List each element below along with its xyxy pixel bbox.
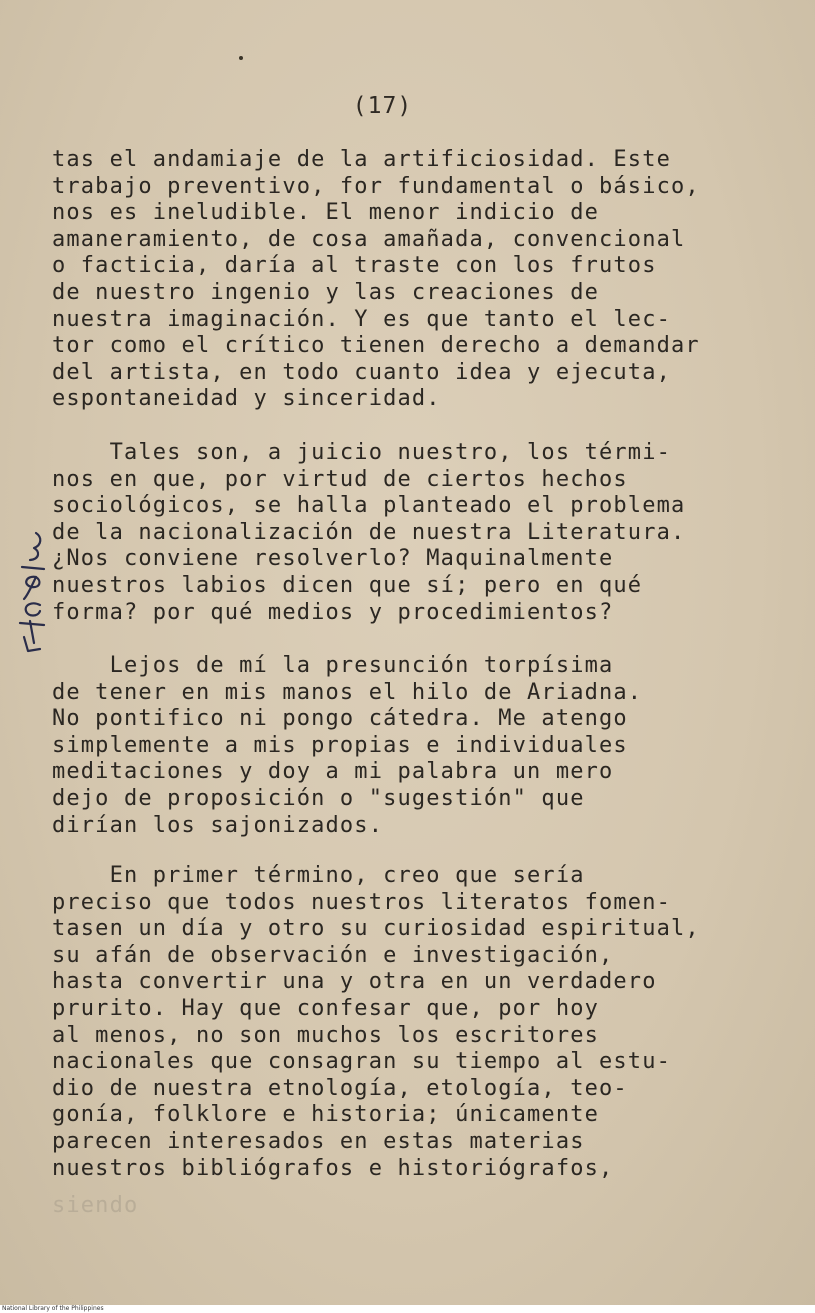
text-line: No pontifico ni pongo cátedra. Me atengo bbox=[52, 706, 628, 732]
text-line: prurito. Hay que confesar que, por hoy bbox=[52, 995, 600, 1021]
text-line: del artista, en todo cuanto idea y ejecuta, bbox=[52, 359, 671, 385]
marginalia-stroke bbox=[24, 577, 39, 599]
footer-strip bbox=[0, 1305, 815, 1313]
text-line: meditaciones y doy a mi palabra un mero bbox=[52, 759, 614, 785]
text-line: trabajo preventivo, for fundamental o básico, bbox=[52, 173, 700, 199]
text-line: Tales son, a juicio nuestro, los térmi- bbox=[52, 440, 671, 465]
text-line: parecen interesados en estas materias bbox=[52, 1128, 585, 1154]
text-line: nos en que, por virtud de ciertos hechos bbox=[52, 466, 628, 492]
text-line: dio de nuestra etnología, etología, teo- bbox=[52, 1075, 628, 1101]
text-line: de tener en mis manos el hilo de Ariadna. bbox=[52, 679, 643, 705]
text-line: nacionales que consagran su tiempo al estu- bbox=[52, 1049, 671, 1075]
marginalia-stroke bbox=[22, 567, 44, 569]
text-line: hasta convertir una y otra en un verdadero bbox=[52, 969, 657, 995]
text-line: nuestros labios dicen que sí; pero en qué bbox=[52, 572, 643, 598]
text-line: Lejos de mí la presunción torpísima bbox=[52, 653, 614, 678]
text-line: nuestra imaginación. Y es que tanto el lec- bbox=[52, 306, 671, 332]
text-line: amaneramiento, de cosa amañada, convencional bbox=[52, 226, 686, 252]
text-line: nuestros bibliógrafos e historiógrafos, bbox=[52, 1155, 614, 1181]
marginalia-stroke bbox=[24, 637, 40, 651]
text-line: o facticia, daría al traste con los frutos bbox=[52, 253, 657, 279]
text-line: tor como el crítico tienen derecho a demandar bbox=[52, 333, 700, 359]
paragraph-2 bbox=[52, 440, 685, 626]
text-line: dejo de proposición o "sugestión" que bbox=[52, 785, 585, 811]
paragraph-3 bbox=[52, 653, 642, 839]
text-line: preciso que todos nuestros literatos fomen- bbox=[52, 889, 671, 915]
faded-line: siendo bbox=[52, 1193, 139, 1218]
footer-credit: National Library of the Philippines bbox=[2, 1305, 104, 1312]
text-line: gonía, folklore e historia; únicamente bbox=[52, 1102, 600, 1128]
text-line: al menos, no son muchos los escritores bbox=[52, 1022, 600, 1048]
text-line: sociológicos, se halla planteado el problema bbox=[52, 493, 686, 519]
page-number: (17) bbox=[352, 93, 413, 119]
text-line: su afán de observación e investigación, bbox=[52, 942, 614, 968]
text-line: tas el andamiaje de la artificiosidad. Este bbox=[52, 147, 671, 172]
marginalia-stroke bbox=[30, 533, 40, 560]
text-line: forma? por qué medios y procedimientos? bbox=[52, 599, 614, 625]
handwritten-marginalia bbox=[6, 525, 50, 655]
paragraph-4 bbox=[52, 863, 700, 1182]
text-line: espontaneidad y sinceridad. bbox=[52, 386, 441, 412]
paragraph-1 bbox=[52, 147, 700, 413]
text-line: de nuestro ingenio y las creaciones de bbox=[52, 279, 600, 305]
marginalia-stroke bbox=[20, 621, 44, 643]
marginalia-stroke bbox=[26, 603, 40, 615]
text-line: En primer término, creo que sería bbox=[52, 863, 585, 888]
text-line: de la nacionalización de nuestra Literatura. bbox=[52, 519, 686, 545]
text-line: simplemente a mis propias e individuales bbox=[52, 732, 628, 758]
text-line: nos es ineludible. El menor indicio de bbox=[52, 200, 600, 226]
text-line: ¿Nos conviene resolverlo? Maquinalmente bbox=[52, 546, 614, 572]
ink-speck bbox=[239, 56, 243, 60]
text-line: tasen un día y otro su curiosidad espiritual, bbox=[52, 916, 700, 942]
text-line: dirían los sajonizados. bbox=[52, 812, 384, 838]
